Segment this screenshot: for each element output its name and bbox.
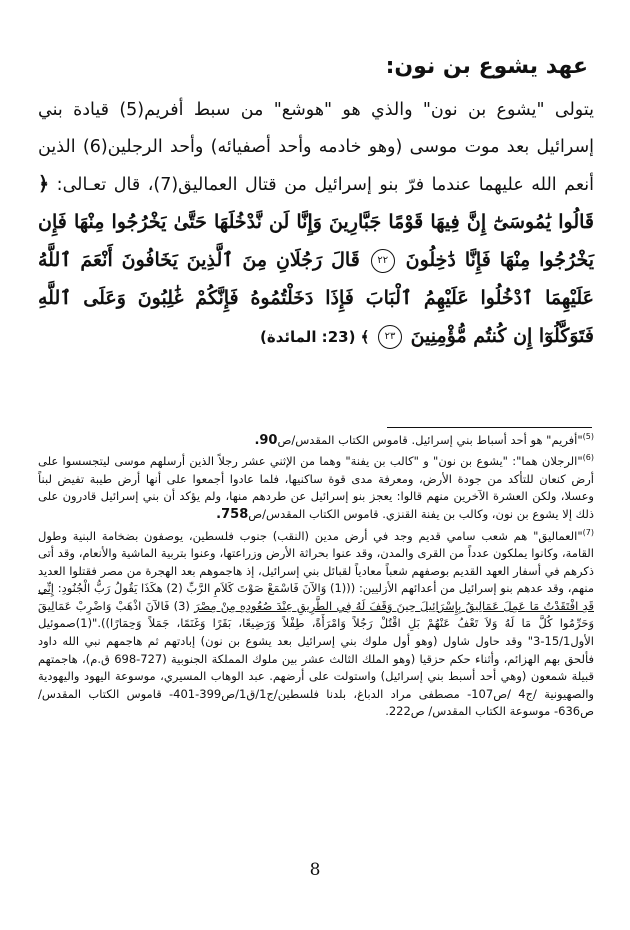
quran-verse-22: ﴿ قَالُوا يَٰمُوسَىٰٓ إِنَّ فِيهَا قَوْمًا جَبَّارِينَ وَإِنَّا لَن نَّدْخُلَهَا حَتَّىٰ يَخْرُجُوا مِنْهَا فَإِن يَخْرُجُوا مِنْهَا فَإِنَّا دَٰخِلُونَ (38, 173, 594, 271)
quran-verse-23: قَالَ رَجُلَانِ مِنَ ٱلَّذِينَ يَخَافُونَ أَنْعَمَ ٱللَّهُ عَلَيْهِمَا ٱدْخُلُوا عَلَيْهِمُ ٱلْبَابَ فَإِذَا دَخَلْتُمُوهُ فَإِنَّكُمْ غَٰلِبُونَ وَعَلَى ٱللَّهِ فَتَوَكَّلُوٓا إِن كُنتُم مُّؤْمِنِينَ (38, 249, 594, 347)
underlined-quote: إِنِّي قَدِ افْتَقَدْتُ مَا عَمِلَ عَمَالِيقُ بِإِسْرَائِيلَ حِينَ وَقَفَ لَهُ فِي الطَّرِيقِ عِنْدَ صُعُودِهِ مِنْ مِصْرَ (38, 581, 594, 613)
footnote-6: $^{(6)}$"الرجلان هما": "يشوع بن نون" و "كالب بن يفنة" وهما من الإثني عشر رجلاً الذين أرسلهم موسى ليتجسسوا على أرض كنعان للتأكد من جودة الأرض، ومعرفة مدى قوة ساكنيها، فلما عادوا أجمعوا على أنها أرض طيبة تفيض لبناً وعسلا، ولكن العشرة الآخرين منهم قالوا: يعجز بنو إسرائيل عن طردهم منها، ولم يؤكد أن بني إسرائيل قادرون على ذلك إلا يشوع بن نون، وكالب بن يفنة القنزي. قاموس الكتاب المقدس/ص758. (38, 453, 594, 523)
footnote-5: $^{(5)}$"أفريم" هو أحد أسباط بني إسرائيل. قاموس الكتاب المقدس/ص90. (254, 432, 594, 448)
main-paragraph (38, 92, 594, 356)
footnote-7: $^{(7)}$"العماليق" هم شعب سامي قديم وجد في أرض مدين (النقب) جنوب فلسطين، يوصفون بضخامة البنية وطول القامة، وكانوا يملكون عدداً من القرى والمدن، وقد عنوا بحراثة الأرض وزراعتها، وعنوا بتربية الماشية والأنعام، وقد أتى ذكرهم في أسفار العهد القديم بوصفهم شعباً معادياً لقبائل بني إسرائيل، إذ هاجموهم بعد الهجرة من مصر فقتلوا العديد منهم، وقد عدهم بنو إسرائيل من أعدائهم الأزليين: (((1) وَالآنَ فَاسْمَعْ صَوْتَ كَلاَمِ الرَّبِّ (2) هكَذَا يَقُولُ رَبُّ الْجُنُودِ: إِنِّي قَدِ افْتَقَدْتُ مَا عَمِلَ عَمَالِيقُ بِإِسْرَائِيلَ حِينَ وَقَفَ لَهُ فِي الطَّرِيقِ عِنْدَ صُعُودِهِ مِنْ مِصْرَ (3) فَالآنَ اذْهَبْ وَاضْرِبْ عَمَالِيقَ وَحَرِّمُوا كُلَّ مَا لَهُ وَلاَ تَعْفُ عَنْهُمْ بَلِ اقْتُلْ رَجُلاً وَامْرَأَةً، طِفْلاً وَرَضِيعًا، بَقَرًا وَغَنَمًا، جَمَلاً وَحِمَارًا))."(1)صموئيل الأول15/1-3" وقد حاول شاول (وهو أول ملوك بني إسرائيل بعد يشوع بن نون) إبادتهم ثم هاجمهم نبي الله داود فألحق بهم الهزائم، وأثناء حكم حزقيا (وهو الملك الثالث عشر بين ملوك المملكة الجنوبية (727-698 ق.م)، هاجمتهم قبيلة شمعون (وهي أحد أسبط بني إسرائيل) واستولت على أرضهم. عبد الوهاب المسيري، موسوعة اليهود واليهودية والصهيونية /ج4 /ص107- مصطفى مراد الدباغ، بلدنا فلسطين/ج1/ق1/ص399-401- قاموس الكتاب المقدس/ ص636- موسوعة الكتاب المقدس/ ص222. (38, 527, 594, 719)
footnotes (38, 428, 594, 721)
ayah-marker-23: ٢٣ (378, 325, 402, 349)
ayah-marker-22: ٢٢ (371, 249, 395, 273)
section-title: عهد يشوع بن نون: (385, 54, 588, 79)
quran-reference: ﴾ (23: المائدة) (259, 328, 370, 346)
page-number: 8 (309, 860, 321, 880)
paragraph-text: يتولى "يشوع بن نون" والذي هو "هوشع" من سبط أفريم(5) قيادة بني إسرائيل بعد موت موسى (وهو خادمه وأحد أصفيائه) وأحد الرجلين(6) الذين أنعم الله عليهما عندما فرّ بنو إسرائيل من قتال العماليق(7)، قال تعـالى: (38, 100, 594, 195)
